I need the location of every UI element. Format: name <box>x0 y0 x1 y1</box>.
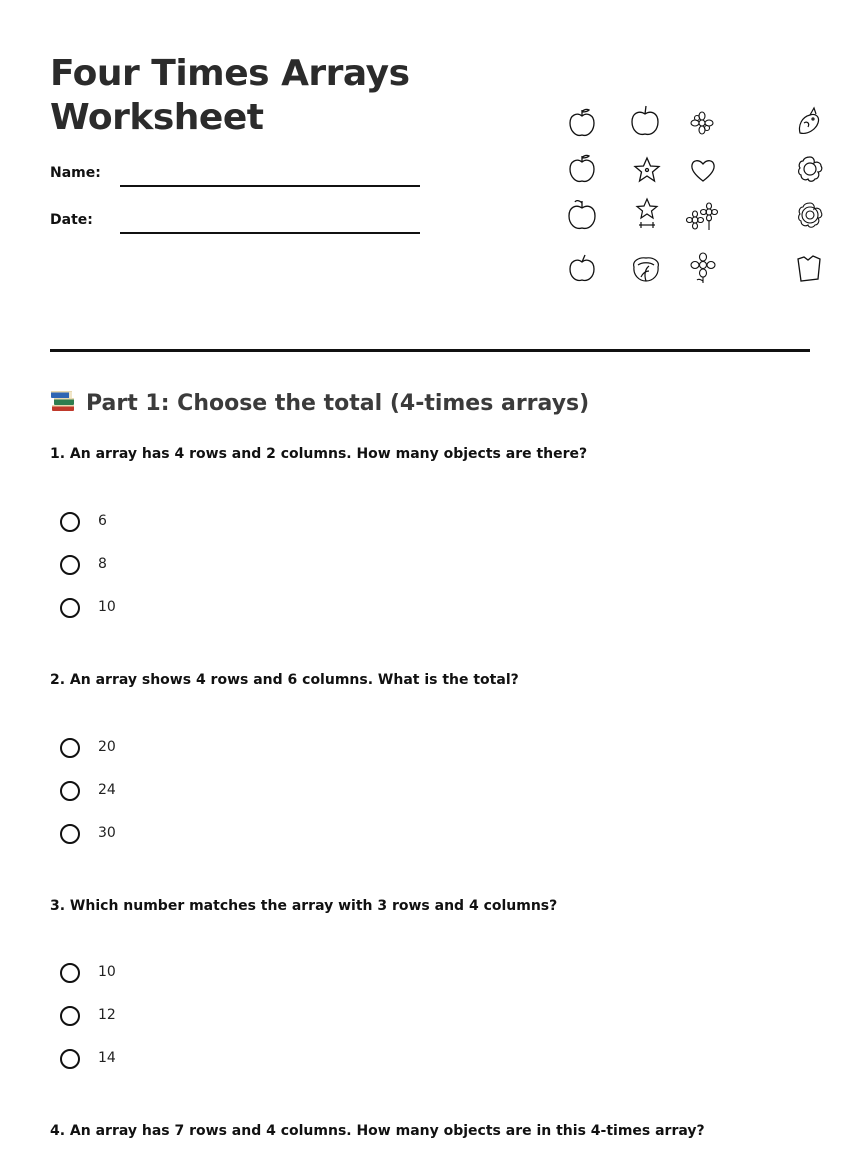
answer-option[interactable] <box>60 963 260 989</box>
option-label: 14 <box>98 1050 116 1066</box>
date-label: Date: <box>50 212 93 228</box>
radio-button[interactable] <box>60 781 80 801</box>
bird-icon <box>794 105 824 139</box>
answer-option[interactable] <box>60 555 260 581</box>
decorative-icon-grid <box>560 100 790 290</box>
radio-button[interactable] <box>60 1049 80 1069</box>
radio-button[interactable] <box>60 512 80 532</box>
radio-button[interactable] <box>60 963 80 983</box>
radio-button[interactable] <box>60 738 80 758</box>
radio-button[interactable] <box>60 824 80 844</box>
question-text: 4. An array has 7 rows and 4 columns. How many objects are in this 4-times array? <box>50 1123 705 1139</box>
answer-option[interactable] <box>60 738 260 764</box>
question-text: 1. An array has 4 rows and 2 columns. How many objects are there? <box>50 446 588 462</box>
option-label: 30 <box>98 825 116 841</box>
option-label: 10 <box>98 599 116 615</box>
name-line[interactable] <box>120 185 420 187</box>
apple-icon <box>565 152 599 186</box>
flowers-icon <box>686 200 720 232</box>
radio-button[interactable] <box>60 598 80 618</box>
flower-icon <box>687 251 719 285</box>
section-heading <box>50 388 589 420</box>
answer-option[interactable] <box>60 598 260 624</box>
radio-button[interactable] <box>60 555 80 575</box>
option-label: 8 <box>98 556 107 572</box>
answer-option[interactable] <box>60 824 260 850</box>
section-heading-text: Part 1: Choose the total (4-times arrays) <box>86 391 590 416</box>
paper-icon <box>794 253 824 285</box>
question-text: 2. An array shows 4 rows and 6 columns. What is the total? <box>50 672 519 688</box>
option-label: 10 <box>98 964 116 980</box>
flower-icon <box>688 109 716 137</box>
apple-icon <box>565 197 599 233</box>
name-label: Name: <box>50 165 101 181</box>
option-label: 12 <box>98 1007 116 1023</box>
apple-icon <box>565 106 599 140</box>
answer-option[interactable] <box>60 1049 260 1075</box>
answer-option[interactable] <box>60 512 260 538</box>
date-line[interactable] <box>120 232 420 234</box>
apple-icon <box>566 251 598 285</box>
date-field <box>50 212 420 236</box>
header-divider <box>50 349 810 352</box>
page-title: Four Times Arrays Worksheet <box>50 53 410 138</box>
answer-option[interactable] <box>60 781 260 807</box>
answer-option[interactable] <box>60 1006 260 1032</box>
cabbage-icon <box>629 253 663 285</box>
flower-icon <box>794 199 826 231</box>
question-text: 3. Which number matches the array with 3 rows and 4 columns? <box>50 898 558 914</box>
star-icon <box>632 197 662 231</box>
name-field <box>50 165 420 189</box>
option-label: 20 <box>98 739 116 755</box>
star-icon <box>632 155 662 185</box>
option-label: 6 <box>98 513 107 529</box>
option-label: 24 <box>98 782 116 798</box>
books-icon <box>50 389 76 413</box>
flower-icon <box>794 153 826 185</box>
heart-icon <box>688 155 718 185</box>
radio-button[interactable] <box>60 1006 80 1026</box>
apple-icon <box>628 103 662 139</box>
